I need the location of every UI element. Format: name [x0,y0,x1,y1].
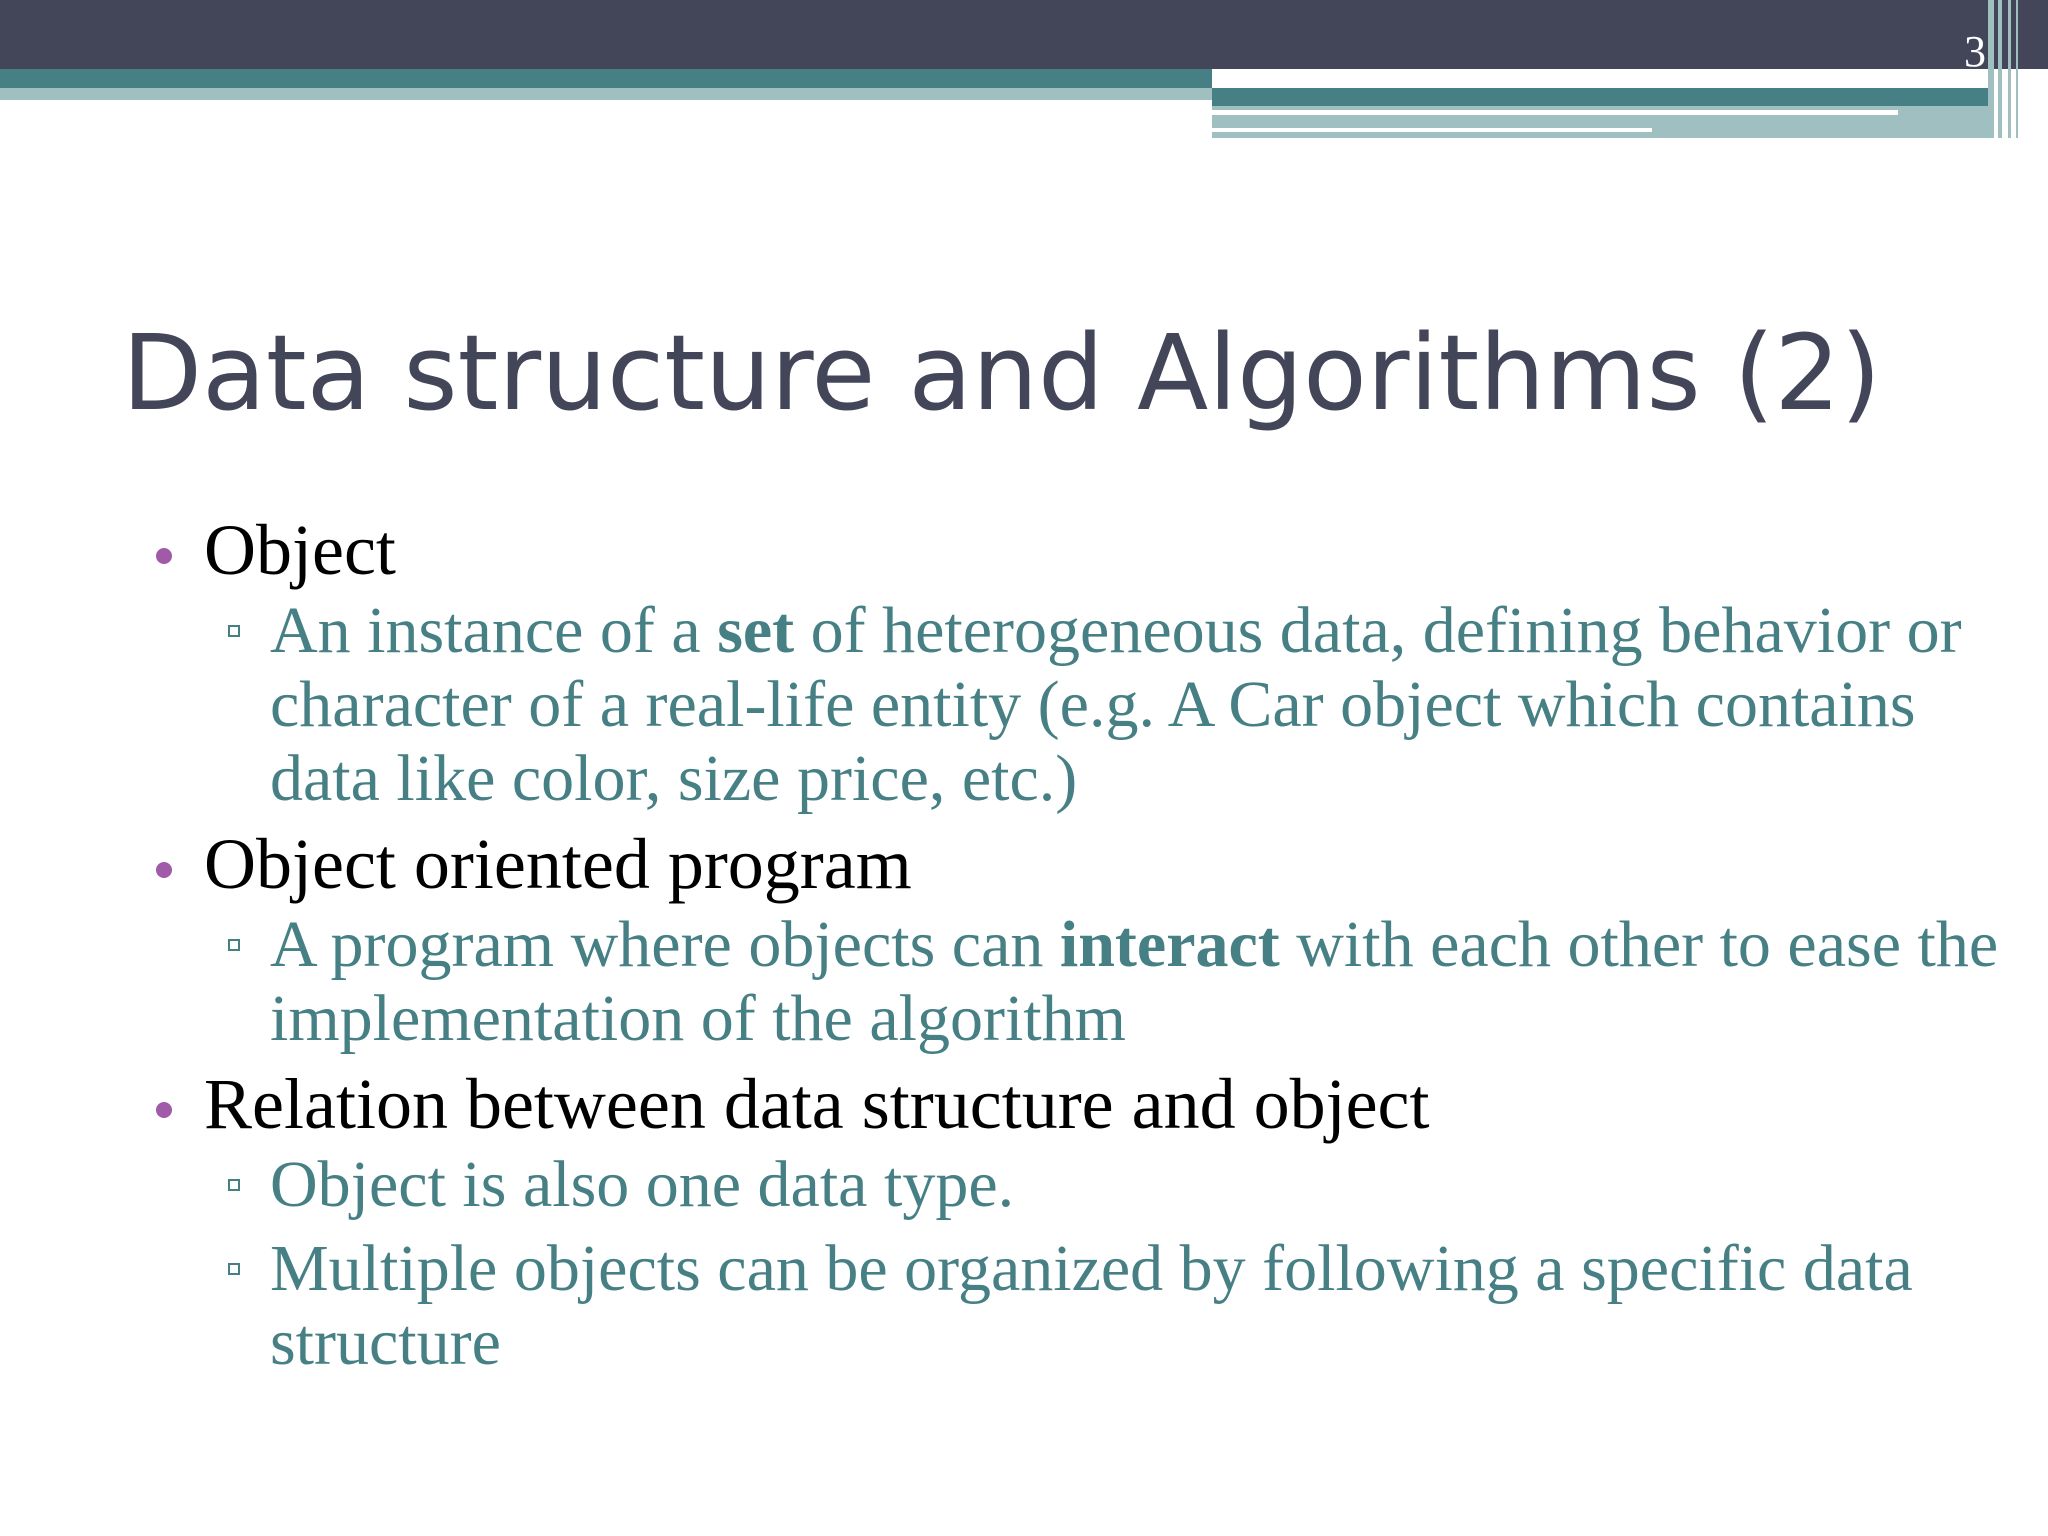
header-band-light-left [0,88,1212,100]
bullet-text: Relation between data structure and object [204,1064,1430,1144]
square-bullet-icon [228,1263,240,1275]
sub-bullet-text: Object is also one data type. [270,1148,1015,1221]
bullet-dot-icon [156,1102,172,1118]
header-vertical-stripe [1998,0,2002,138]
sub-bullet-item [150,1148,2010,1222]
square-bullet-icon [228,1179,240,1191]
header-band-teal [0,69,1212,88]
sub-bullet-text: with each other to ease the implementation of the algorithm [270,908,1999,1055]
sub-bullet-text: A program where objects can [270,908,1060,981]
sub-bullet-text: An instance of a [270,594,718,667]
bullet-dot-icon [156,862,172,878]
bullet-text: Object oriented program [204,824,912,904]
bullet-item [150,826,2010,902]
sub-bullet-text: of heterogeneous data, defining behavior or character of a real-life entity (e.g. A Car object which contains data like color, size price, etc.) [270,594,1962,815]
sub-bullet-list [150,1148,2010,1380]
bullet-item [150,512,2010,588]
bullet-item [150,1066,2010,1142]
slide-content [150,512,2010,1390]
sub-bullet-item [150,1232,2010,1380]
header-white-line [1212,110,1898,115]
sub-bullet-list [150,908,2010,1056]
square-bullet-icon [228,625,240,637]
sub-bullet-text: Multiple objects can be organized by following a specific data structure [270,1232,1913,1379]
sub-bullet-emphasis: set [717,594,795,667]
sub-bullet-emphasis: interact [1059,908,1280,981]
sub-bullet-item [150,908,2010,1056]
square-bullet-icon [228,939,240,951]
sub-bullet-item [150,594,2010,816]
slide-title: Data structure and Algorithms (2) [122,312,1882,434]
page-number: 3 [1964,27,1986,76]
header-vertical-stripe [1988,0,1994,138]
bullet-dot-icon [156,548,172,564]
bullet-text: Object [204,510,396,590]
header-band-dark [0,0,2048,69]
header-white-line-short [1212,128,1652,132]
header-band-teal-right [1212,88,1988,106]
sub-bullet-list [150,594,2010,816]
header-vertical-stripe [2016,0,2018,138]
header-vertical-stripe [2008,0,2011,138]
